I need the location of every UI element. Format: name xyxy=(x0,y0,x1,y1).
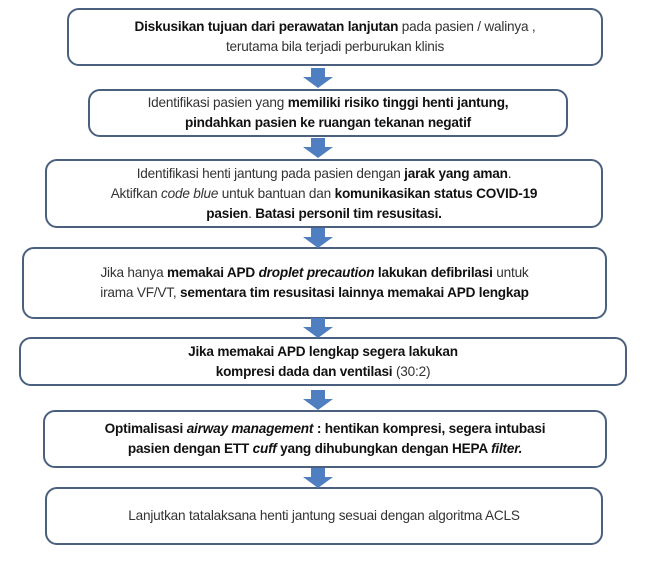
step-text-line xyxy=(128,439,522,459)
step-text-segment: Jika memakai APD lengkap segera lakukan xyxy=(188,343,458,359)
step-text-line xyxy=(128,506,520,526)
step-text-segment: memiliki risiko tinggi henti jantung, xyxy=(287,95,509,110)
down-arrow-icon xyxy=(303,68,333,88)
step-text-segment: Aktifkan xyxy=(110,185,162,201)
step-text-segment: cuff xyxy=(252,441,277,456)
step-text-segment: droplet precaution xyxy=(258,265,375,280)
step-text-segment: Diskusikan tujuan dari perawatan lanjutan xyxy=(134,19,399,34)
step-text-segment: terutama bila terjadi perburukan klinis xyxy=(225,39,445,54)
step-text-line xyxy=(148,93,509,113)
step-text-segment: code blue xyxy=(161,185,219,201)
step-6-box xyxy=(43,410,607,468)
step-text-segment: yang dihubungkan dengan HEPA xyxy=(276,441,492,456)
step-text-segment: Optimalisasi xyxy=(104,421,187,436)
step-text-segment: Batasi personil tim resusitasi. xyxy=(255,205,442,221)
step-text-segment: untuk xyxy=(492,265,529,280)
step-text-segment: untuk bantuan dan xyxy=(218,185,335,201)
step-text-segment: jarak yang aman xyxy=(404,165,508,181)
step-text-segment: lakukan defibrilasi xyxy=(374,265,493,280)
step-text-segment: Identifikasi henti jantung pada pasien dengan xyxy=(136,165,405,181)
down-arrow-icon xyxy=(303,468,333,488)
step-text-segment: memakai APD xyxy=(167,265,259,280)
step-3-box xyxy=(45,159,603,228)
step-text-segment: irama VF/VT, xyxy=(100,285,180,300)
step-text-segment: (30:2) xyxy=(392,363,431,379)
down-arrow-icon xyxy=(303,228,333,248)
step-4-box xyxy=(22,247,607,319)
step-text-line xyxy=(137,164,512,184)
down-arrow-icon xyxy=(303,138,333,158)
step-text-segment: pasien xyxy=(206,205,249,221)
step-text-line xyxy=(188,342,458,362)
step-text-segment: sementara tim resusitasi lainnya memakai APD lengkap xyxy=(180,285,529,300)
step-5-box xyxy=(19,337,627,386)
step-text-segment: komunikasikan status COVID-19 xyxy=(334,185,538,201)
step-text-line xyxy=(111,184,538,204)
step-1-box xyxy=(67,8,603,66)
down-arrow-icon xyxy=(303,390,333,410)
step-text-segment: . xyxy=(507,165,512,181)
step-text-segment: kompresi dada dan ventilasi xyxy=(215,363,393,379)
step-2-box xyxy=(88,89,568,137)
step-text-segment: Lanjutkan tatalaksana henti jantung sesuai dengan algoritma ACLS xyxy=(128,508,520,523)
step-text-line xyxy=(185,113,471,133)
step-text-line xyxy=(216,362,431,382)
step-text-segment: pada pasien / walinya , xyxy=(398,19,536,34)
step-text-segment: pindahkan pasien ke ruangan tekanan negatif xyxy=(184,115,471,130)
step-text-segment: . xyxy=(248,205,256,221)
step-text-segment: filter. xyxy=(491,441,523,456)
step-text-line xyxy=(100,263,528,283)
step-text-line xyxy=(134,17,535,37)
step-text-segment: airway management xyxy=(186,421,314,436)
step-text-line xyxy=(206,204,441,224)
step-text-segment: Jika hanya xyxy=(100,265,168,280)
step-7-box xyxy=(45,487,603,545)
step-text-line xyxy=(226,37,444,57)
step-text-line xyxy=(105,419,546,439)
step-text-line xyxy=(100,283,528,303)
step-text-segment: Identifikasi pasien yang xyxy=(147,95,288,110)
step-text-segment: pasien dengan ETT xyxy=(127,441,253,456)
down-arrow-icon xyxy=(303,318,333,338)
step-text-segment: : hentikan kompresi, segera intubasi xyxy=(313,421,546,436)
